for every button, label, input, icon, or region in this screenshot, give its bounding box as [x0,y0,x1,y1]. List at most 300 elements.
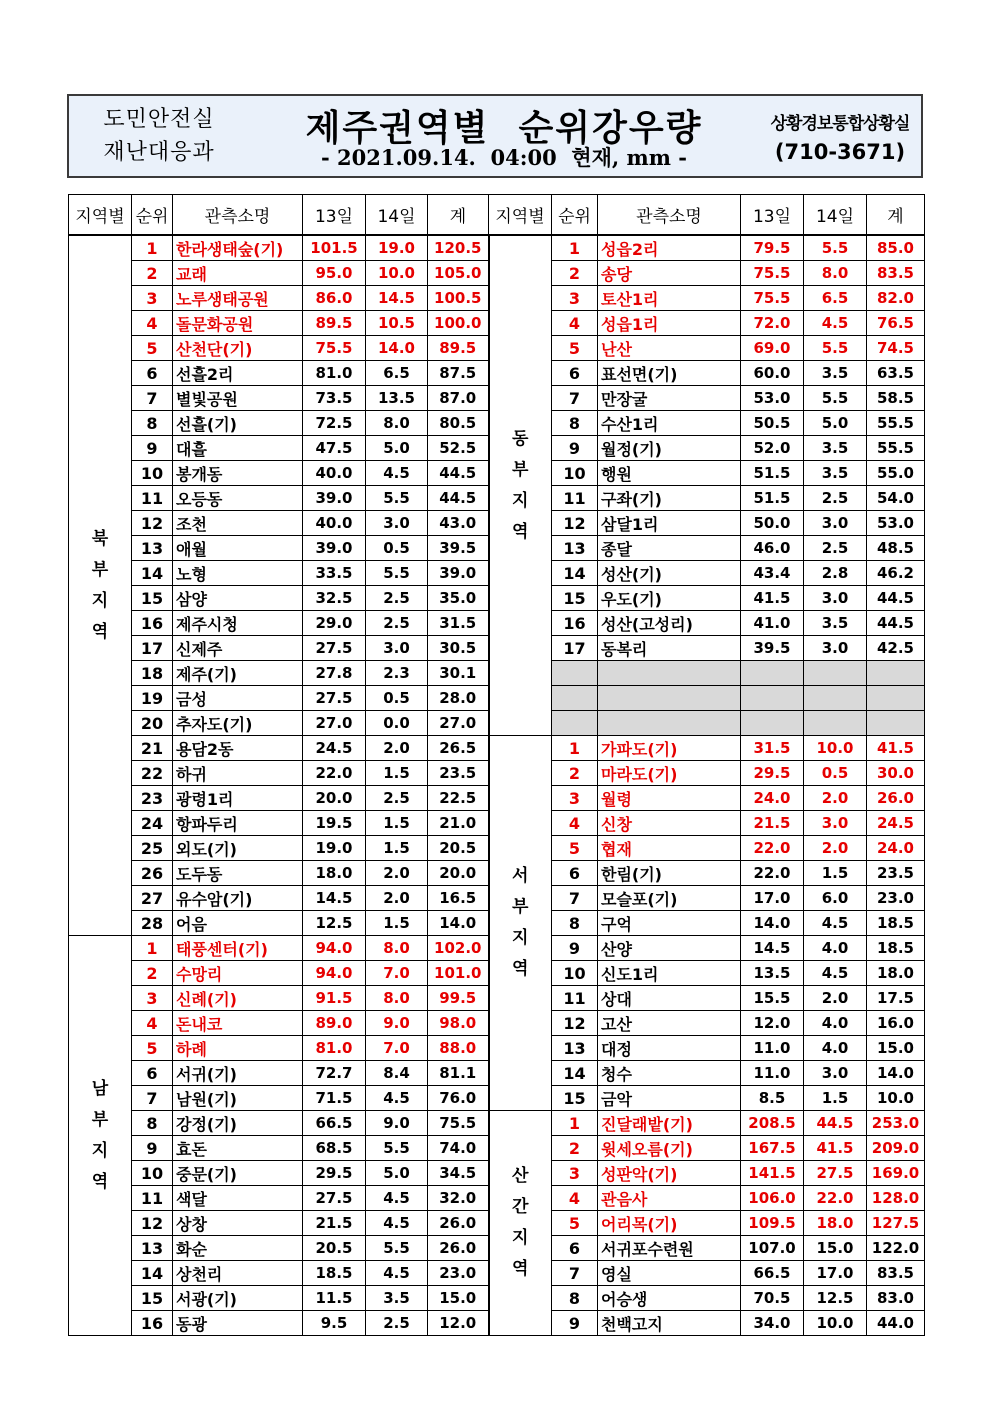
rain-day13: 33.5 [303,561,366,586]
table-header-row [69,195,925,236]
rain-day14: 4.5 [804,911,867,936]
rain-day14: 2.0 [804,786,867,811]
rain-total: 48.5 [867,536,925,561]
rank: 13 [552,536,598,561]
rain-day14: 4.5 [804,311,867,336]
rain-total: 99.5 [428,986,489,1011]
station-name: 성읍1리 [598,311,741,336]
rain-total: 75.5 [428,1111,489,1136]
rain-total: 35.0 [428,586,489,611]
rank: 8 [552,911,598,936]
rain-day13: 9.5 [303,1311,366,1336]
rank: 2 [132,961,173,986]
rain-day13: 11.5 [303,1286,366,1311]
rank: 15 [552,586,598,611]
rank: 7 [552,886,598,911]
rain-total: 18.5 [867,911,925,936]
rain-day13: 41.5 [741,586,804,611]
rank: 9 [552,1311,598,1336]
station-name: 만장굴 [598,386,741,411]
empty-cell [552,661,598,686]
rain-day13: 15.5 [741,986,804,1011]
rain-total: 17.5 [867,986,925,1011]
station-name: 오등동 [173,486,303,511]
col-header-rank-right: 순위 [552,195,598,236]
rank: 3 [132,986,173,1011]
rain-day13: 14.5 [303,886,366,911]
rain-total: 80.5 [428,411,489,436]
station-name: 추자도(기) [173,711,303,736]
rank: 4 [552,811,598,836]
station-name: 대정 [598,1036,741,1061]
rain-day14: 10.0 [804,736,867,761]
rank: 16 [132,611,173,636]
rain-day14: 2.5 [804,536,867,561]
rain-day14: 0.0 [366,711,428,736]
rain-day14: 0.5 [366,686,428,711]
rain-total: 39.0 [428,561,489,586]
rain-day14: 8.0 [804,261,867,286]
station-name: 동복리 [598,636,741,661]
office-name: 상황경보통합상황실 [770,113,910,134]
rain-day14: 3.0 [804,586,867,611]
rain-total: 23.0 [867,886,925,911]
rank: 3 [552,1161,598,1186]
rain-total: 46.2 [867,561,925,586]
rain-day14: 7.0 [366,961,428,986]
rain-day14: 5.5 [804,235,867,261]
rain-day13: 22.0 [741,836,804,861]
rank: 6 [552,1236,598,1261]
station-name: 수망리 [173,961,303,986]
empty-cell [867,686,925,711]
station-name: 효돈 [173,1136,303,1161]
rank: 10 [552,461,598,486]
rain-day14: 4.5 [366,1211,428,1236]
rain-day14: 22.0 [804,1186,867,1211]
rain-total: 44.5 [428,461,489,486]
rain-day14: 6.5 [804,286,867,311]
rain-day14: 5.5 [366,561,428,586]
rain-total: 16.0 [867,1011,925,1036]
station-name: 행원 [598,461,741,486]
rain-total: 30.1 [428,661,489,686]
station-name: 성판악(기) [598,1161,741,1186]
rain-day14: 5.5 [804,336,867,361]
station-name: 강정(기) [173,1111,303,1136]
station-name: 화순 [173,1236,303,1261]
rain-total: 100.5 [428,286,489,311]
rank: 17 [132,636,173,661]
rank: 14 [552,1061,598,1086]
col-header-region-right: 지역별 [489,195,552,236]
rank: 8 [132,1111,173,1136]
rain-total: 21.0 [428,811,489,836]
rain-day14: 5.5 [804,386,867,411]
station-name: 송당 [598,261,741,286]
rank: 9 [552,436,598,461]
rain-day13: 72.5 [303,411,366,436]
rain-day14: 41.5 [804,1136,867,1161]
rain-day13: 17.0 [741,886,804,911]
rain-day14: 3.5 [366,1286,428,1311]
rain-total: 41.5 [867,736,925,761]
rain-day14: 2.0 [804,986,867,1011]
col-header-day14: 14일 [366,195,428,236]
rain-day13: 94.0 [303,961,366,986]
station-name: 어음 [173,911,303,936]
station-name: 동광 [173,1311,303,1336]
region-label: 남 부 지 역 [69,936,132,1336]
rain-total: 42.5 [867,636,925,661]
rain-total: 23.5 [428,761,489,786]
rain-day13: 11.0 [741,1061,804,1086]
rank: 25 [132,836,173,861]
rank: 6 [552,361,598,386]
report-header [67,94,923,178]
rain-total: 44.5 [867,586,925,611]
rain-day13: 50.5 [741,411,804,436]
rain-day14: 4.0 [804,1036,867,1061]
rain-total: 53.0 [867,511,925,536]
rain-total: 55.5 [867,436,925,461]
rain-day13: 13.5 [741,961,804,986]
rain-total: 209.0 [867,1136,925,1161]
rank: 9 [132,1136,173,1161]
rain-total: 253.0 [867,1111,925,1136]
rain-total: 24.5 [867,811,925,836]
rain-day13: 27.5 [303,636,366,661]
rain-day14: 3.0 [804,811,867,836]
rain-day13: 51.5 [741,486,804,511]
rain-day13: 40.0 [303,511,366,536]
rain-day13: 21.5 [303,1211,366,1236]
rain-day14: 14.5 [366,286,428,311]
station-name: 태풍센터(기) [173,936,303,961]
station-name: 성산(기) [598,561,741,586]
station-name: 산천단(기) [173,336,303,361]
station-name: 성읍2리 [598,235,741,261]
rank: 13 [132,536,173,561]
rain-total: 82.0 [867,286,925,311]
col-header-day13-right: 13일 [741,195,804,236]
rain-day14: 3.5 [804,611,867,636]
rank: 15 [132,586,173,611]
rank: 10 [132,461,173,486]
station-name: 제주(기) [173,661,303,686]
rain-day13: 21.5 [741,811,804,836]
station-name: 영실 [598,1261,741,1286]
station-name: 신창 [598,811,741,836]
station-name: 구좌(기) [598,486,741,511]
station-name: 남원(기) [173,1086,303,1111]
station-name: 서광(기) [173,1286,303,1311]
rank: 6 [132,361,173,386]
rain-total: 12.0 [428,1311,489,1336]
rain-total: 20.5 [428,836,489,861]
rain-day13: 106.0 [741,1186,804,1211]
station-name: 노형 [173,561,303,586]
rain-day14: 2.8 [804,561,867,586]
col-header-station: 관측소명 [173,195,303,236]
rain-day14: 2.5 [366,611,428,636]
rain-day14: 8.0 [366,936,428,961]
rain-day14: 3.5 [804,436,867,461]
rain-total: 54.0 [867,486,925,511]
rain-total: 30.0 [867,761,925,786]
rain-day14: 2.5 [366,786,428,811]
rain-day13: 167.5 [741,1136,804,1161]
rain-total: 128.0 [867,1186,925,1211]
empty-cell [598,661,741,686]
rain-day13: 95.0 [303,261,366,286]
rank: 14 [132,561,173,586]
station-name: 하례 [173,1036,303,1061]
empty-cell [804,711,867,736]
rain-day14: 1.5 [804,861,867,886]
station-name: 종달 [598,536,741,561]
station-name: 월정(기) [598,436,741,461]
station-name: 금성 [173,686,303,711]
rain-day13: 14.5 [741,936,804,961]
station-name: 관음사 [598,1186,741,1211]
rain-day13: 75.5 [741,286,804,311]
rain-day13: 75.5 [303,336,366,361]
rain-day13: 29.5 [741,761,804,786]
rank: 22 [132,761,173,786]
rain-total: 58.5 [867,386,925,411]
rain-day14: 2.5 [804,486,867,511]
station-name: 외도(기) [173,836,303,861]
rain-day13: 208.5 [741,1111,804,1136]
rain-day14: 3.0 [804,511,867,536]
rain-total: 44.5 [867,611,925,636]
rank: 7 [552,386,598,411]
rain-day13: 47.5 [303,436,366,461]
rain-total: 26.0 [428,1236,489,1261]
rain-total: 14.0 [428,911,489,936]
empty-cell [741,711,804,736]
station-name: 어승생 [598,1286,741,1311]
rank: 1 [132,936,173,961]
station-name: 선흘2리 [173,361,303,386]
rank: 2 [552,261,598,286]
rain-total: 31.5 [428,611,489,636]
empty-cell [804,686,867,711]
station-name: 한라생태숲(기) [173,235,303,261]
station-name: 협재 [598,836,741,861]
station-name: 하귀 [173,761,303,786]
station-name: 청수 [598,1061,741,1086]
rain-day13: 27.5 [303,686,366,711]
empty-cell [804,661,867,686]
rain-total: 105.0 [428,261,489,286]
rank: 2 [552,761,598,786]
rank: 13 [132,1236,173,1261]
station-name: 한림(기) [598,861,741,886]
col-header-day13: 13일 [303,195,366,236]
rain-total: 15.0 [428,1286,489,1311]
rain-total: 18.0 [867,961,925,986]
rain-day14: 3.0 [366,636,428,661]
rain-total: 15.0 [867,1036,925,1061]
rank: 5 [132,1036,173,1061]
rank: 11 [552,486,598,511]
rain-total: 122.0 [867,1236,925,1261]
rank: 24 [132,811,173,836]
rank: 12 [552,1011,598,1036]
rain-day13: 12.0 [741,1011,804,1036]
rain-day14: 1.5 [804,1086,867,1111]
rain-total: 83.5 [867,1261,925,1286]
rain-day13: 12.5 [303,911,366,936]
rain-day13: 20.0 [303,786,366,811]
rank: 7 [552,1261,598,1286]
rain-total: 83.0 [867,1286,925,1311]
rain-total: 26.0 [428,1211,489,1236]
station-name: 금악 [598,1086,741,1111]
station-name: 도두동 [173,861,303,886]
rain-day14: 5.5 [366,486,428,511]
empty-cell [598,711,741,736]
rain-day14: 3.0 [804,636,867,661]
rank: 20 [132,711,173,736]
rain-day13: 22.0 [741,861,804,886]
rain-day14: 2.5 [366,1311,428,1336]
station-name: 조천 [173,511,303,536]
station-name: 진달래밭(기) [598,1111,741,1136]
table-row [69,736,925,761]
rain-day14: 5.0 [366,1161,428,1186]
station-name: 수산1리 [598,411,741,436]
table-row [69,1111,925,1136]
rain-day14: 5.5 [366,1136,428,1161]
rain-day13: 81.0 [303,361,366,386]
rain-day14: 4.5 [366,461,428,486]
rain-total: 10.0 [867,1086,925,1111]
rain-day14: 4.0 [804,1011,867,1036]
station-name: 삼양 [173,586,303,611]
rain-total: 169.0 [867,1161,925,1186]
rank: 16 [132,1311,173,1336]
rank: 10 [552,961,598,986]
rain-day13: 18.0 [303,861,366,886]
rain-day13: 40.0 [303,461,366,486]
rank: 7 [132,1086,173,1111]
rank: 4 [132,1011,173,1036]
station-name: 어리목(기) [598,1211,741,1236]
rain-day13: 39.5 [741,636,804,661]
rain-day14: 0.5 [804,761,867,786]
rain-day13: 32.5 [303,586,366,611]
rank: 13 [552,1036,598,1061]
rain-day14: 10.5 [366,311,428,336]
rain-day13: 53.0 [741,386,804,411]
rain-day13: 29.0 [303,611,366,636]
rain-day14: 6.5 [366,361,428,386]
rain-total: 43.0 [428,511,489,536]
rain-day13: 22.0 [303,761,366,786]
rain-day14: 2.0 [366,861,428,886]
rain-total: 39.5 [428,536,489,561]
rain-day13: 72.0 [741,311,804,336]
rain-day13: 24.5 [303,736,366,761]
station-name: 돌문화공원 [173,311,303,336]
rank: 28 [132,911,173,936]
report-timestamp: - 2021.09.14. 04:00 현재, mm - [321,145,687,170]
station-name: 표선면(기) [598,361,741,386]
rank: 5 [552,836,598,861]
rain-day13: 101.5 [303,235,366,261]
rank: 15 [132,1286,173,1311]
rain-day13: 79.5 [741,235,804,261]
col-header-region: 지역별 [69,195,132,236]
rank: 11 [132,1186,173,1211]
empty-cell [552,711,598,736]
department-line-2: 재난대응과 [103,140,215,165]
rain-day13: 39.0 [303,536,366,561]
rain-day14: 9.0 [366,1111,428,1136]
station-name: 난산 [598,336,741,361]
rain-total: 89.5 [428,336,489,361]
rain-total: 74.0 [428,1136,489,1161]
rain-day14: 1.5 [366,811,428,836]
rank: 9 [552,936,598,961]
rain-day13: 75.5 [741,261,804,286]
station-name: 제주시청 [173,611,303,636]
rain-day13: 18.5 [303,1261,366,1286]
rain-day14: 44.5 [804,1111,867,1136]
rain-day14: 5.0 [804,411,867,436]
station-name: 고산 [598,1011,741,1036]
rain-day14: 4.5 [366,1186,428,1211]
rain-day13: 109.5 [741,1211,804,1236]
rain-total: 26.0 [867,786,925,811]
rain-day13: 8.5 [741,1086,804,1111]
rain-day14: 2.0 [366,736,428,761]
rain-day14: 2.5 [366,586,428,611]
region-label: 서 부 지 역 [489,736,552,1111]
rank: 18 [132,661,173,686]
rain-day14: 3.0 [366,511,428,536]
empty-cell [741,686,804,711]
empty-cell [867,661,925,686]
station-name: 돈내코 [173,1011,303,1036]
rank: 2 [552,1136,598,1161]
rain-total: 85.0 [867,235,925,261]
rain-day13: 89.5 [303,311,366,336]
rain-day14: 18.0 [804,1211,867,1236]
rain-total: 55.5 [867,411,925,436]
region-label: 북 부 지 역 [69,235,132,936]
rain-day13: 43.4 [741,561,804,586]
rain-total: 16.5 [428,886,489,911]
rain-day13: 41.0 [741,611,804,636]
rain-total: 52.5 [428,436,489,461]
rain-day13: 72.7 [303,1061,366,1086]
rain-day14: 10.0 [804,1311,867,1336]
station-name: 신례(기) [173,986,303,1011]
rain-total: 18.5 [867,936,925,961]
rain-day13: 19.5 [303,811,366,836]
rain-total: 55.0 [867,461,925,486]
station-name: 산양 [598,936,741,961]
rain-day14: 2.0 [804,836,867,861]
rain-day13: 107.0 [741,1236,804,1261]
empty-cell [741,661,804,686]
rank: 6 [552,861,598,886]
rain-total: 28.0 [428,686,489,711]
